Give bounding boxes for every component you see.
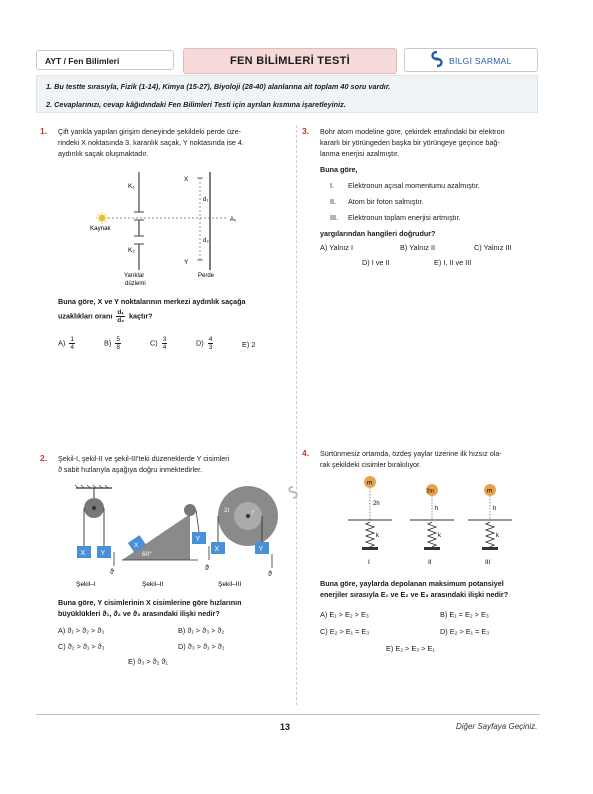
q1-prompt-2	[58, 309, 153, 324]
d1-label: d₁	[203, 197, 209, 203]
figure-caption: Şekil–I	[76, 581, 96, 588]
q1-prompt-text: uzaklıkları oranı	[58, 311, 113, 321]
q2-text-2: ϑ sabit hızlarıyla aşağıya doğru inmektedirler.	[58, 465, 203, 474]
angle-label: 60°	[142, 551, 152, 558]
q3-text-2: kararlı bir yörüngeden başka bir yörüngeye geçince bağ-	[320, 138, 500, 147]
q2-option-d[interactable]: D) ϑ₃ > ϑ₁ > ϑ₂	[178, 642, 225, 651]
question-number: 3.	[302, 126, 310, 136]
y-label: Y	[195, 536, 201, 543]
q1-text-3: aydınlık saçak oluşmaktadır.	[58, 149, 149, 158]
question-number: 2.	[40, 453, 48, 463]
q3-item-roman: I.	[330, 181, 334, 190]
q2-prompt-1: Buna göre, Y cisimlerinin X cisimlerine göre hızlarının	[58, 598, 242, 607]
pulley-systems-figure	[58, 484, 288, 588]
k1-label: K₁	[128, 183, 135, 190]
source-label: Kaynak	[90, 225, 111, 232]
q1-option-c[interactable]: C) $\frac{3}{4}$	[150, 336, 167, 351]
d-ratio-fraction: $\frac{\text{d₁}}{\text{d₂}}$	[117, 309, 125, 324]
figure-caption: Şekil–III	[218, 581, 242, 588]
q3-item-text: Atom bir foton salmıştır.	[348, 197, 424, 206]
figure-caption: III	[485, 559, 491, 566]
q2-option-e[interactable]: E) ϑ₃ > ϑ₂ ϑ₁	[128, 657, 168, 666]
q1-prompt-1: Buna göre, X ve Y noktalarının merkezi aydınlık saçağa	[58, 297, 246, 306]
q4-option-b[interactable]: B) E₁ = E₂ > E₃	[440, 610, 489, 619]
q2-text-1: Şekil-I, şekil-II ve şekil-III'teki düzeneklerde Y cisimleri	[58, 454, 230, 463]
spring-constant-label: k	[376, 533, 379, 539]
q4-prompt-1: Buna göre, yaylarda depolanan maksimum potansiyel	[320, 579, 504, 588]
q4-text-1: Sürtünmesiz ortamda, özdeş yaylar üzerine ilk hızsız ola-	[320, 449, 502, 458]
double-slit-figure	[80, 170, 260, 288]
q3-option-e[interactable]: E) I, II ve III	[434, 258, 472, 267]
radius-label: 2r	[224, 507, 230, 514]
q1-option-a[interactable]: A) $\frac{1}{4}$	[58, 336, 74, 351]
slit-plane-label: Yarıklar	[124, 273, 145, 279]
q1-option-e[interactable]: E) 2	[242, 340, 256, 349]
screen-label: Perde	[198, 273, 215, 279]
spring-systems-figure	[340, 474, 520, 570]
velocity-label: ϑ	[205, 565, 209, 572]
radius-label: r	[252, 509, 255, 516]
q3-item-text: Elektronun açısal momentumu azalmıştır.	[348, 181, 480, 190]
q2-option-a[interactable]: A) ϑ₁ > ϑ₂ > ϑ₃	[58, 626, 105, 635]
question-number: 4.	[302, 448, 310, 458]
question-number: 1.	[40, 126, 48, 136]
q1-text-1: Çift yarıkla yapılan girişim deneyinde şekildeki perde üze-	[58, 127, 241, 136]
q3-prompt: yargılarından hangileri doğrudur?	[320, 229, 436, 238]
y-label: Y	[258, 546, 264, 553]
q4-option-d[interactable]: D) E₂ > E₁ = E₃	[440, 627, 490, 636]
figure-caption: I	[368, 559, 370, 566]
q2-option-c[interactable]: C) ϑ₂ > ϑ₁ > ϑ₃	[58, 642, 105, 651]
page-number: 13	[280, 722, 291, 732]
q3-item-roman: III.	[330, 213, 338, 222]
column-divider	[296, 125, 298, 705]
q1-option-b[interactable]: B) $\frac{5}{8}$	[104, 336, 120, 351]
next-page-note: Diğer Sayfaya Geçiniz.	[456, 722, 538, 731]
d2-label: d₂	[203, 238, 209, 244]
q1-prompt-end: kaçtır?	[129, 311, 153, 321]
q4-prompt-2: enerjiler sırasıyla E₁ ve E₂ ve E₃ arasındaki ilişki nedir?	[320, 590, 509, 599]
q2-option-b[interactable]: B) ϑ₁ > ϑ₃ > ϑ₂	[178, 626, 225, 635]
height-label: h	[493, 506, 497, 512]
footer-rule	[36, 714, 540, 715]
instruction-1: 1. Bu testte sırasıyla, Fizik (1-14), Kimya (15-27), Biyoloji (28-40) alanlarına ait toplam 40 soru vardır.	[46, 82, 391, 91]
height-label: 2h	[373, 501, 380, 507]
y-label: Y	[100, 550, 106, 557]
mass-label: m	[367, 479, 373, 487]
slit-plane-label-2: düzlemi	[125, 281, 146, 287]
test-title: FEN BİLİMLERİ TESTİ	[183, 48, 397, 74]
q4-option-e[interactable]: E) E₂ > E₃ > E₁	[386, 644, 435, 653]
q3-text-3: lanma enerjisi azalmıştır.	[320, 149, 400, 158]
logo-text: BİLGİ SARMAL	[449, 56, 512, 66]
a0-label: A₀	[230, 217, 237, 223]
q4-text-2: rak şekildeki cisimler bırakılıyor.	[320, 460, 422, 469]
logo-icon	[428, 51, 446, 69]
spring-constant-label: k	[438, 533, 441, 539]
mass-label: m	[487, 487, 493, 495]
section-label: AYT / Fen Bilimleri	[36, 50, 174, 70]
x-label: X	[184, 176, 189, 183]
q1-text-2: rindeki X noktasında 3. karanlık saçak, Y noktasında ise 4.	[58, 138, 244, 147]
q3-option-c[interactable]: C) Yalnız III	[474, 243, 512, 252]
velocity-label: ϑ	[268, 571, 272, 578]
q3-option-d[interactable]: D) I ve II	[362, 258, 390, 267]
mass-label: 2m	[426, 488, 435, 495]
instruction-2: 2. Cevaplarınızı, cevap kâğıdındaki Fen Bilimleri Testi için ayrılan kısmına işaretleyiniz.	[46, 100, 346, 109]
q3-buna-gore: Buna göre,	[320, 165, 358, 174]
q3-option-b[interactable]: B) Yalnız II	[400, 243, 436, 252]
q3-item-text: Elektronun toplam enerjisi artmıştır.	[348, 213, 461, 222]
figure-caption: II	[428, 559, 432, 566]
q3-option-a[interactable]: A) Yalnız I	[320, 243, 353, 252]
x-label: X	[214, 546, 220, 553]
q3-item-roman: II.	[330, 197, 336, 206]
q2-prompt-2: büyüklükleri ϑ₁, ϑ₂ ve ϑ₃ arasındaki ilişki nedir?	[58, 609, 220, 618]
height-label: h	[435, 506, 439, 512]
x-label: X	[80, 550, 86, 557]
q3-text-1: Bohr atom modeline göre, çekirdek etrafındaki bir elektron	[320, 127, 505, 136]
q1-option-d[interactable]: D) $\frac{4}{3}$	[196, 336, 213, 351]
velocity-label: ϑ	[110, 569, 114, 576]
figure-caption: Şekil–II	[142, 581, 164, 588]
q4-option-c[interactable]: C) E₂ > E₁ = E₃	[320, 627, 370, 636]
k2-label: K₂	[128, 247, 135, 254]
spring-constant-label: k	[496, 533, 499, 539]
q4-option-a[interactable]: A) E₁ > E₂ > E₃	[320, 610, 369, 619]
x-label: X	[134, 542, 139, 549]
y-label: Y	[184, 259, 189, 266]
